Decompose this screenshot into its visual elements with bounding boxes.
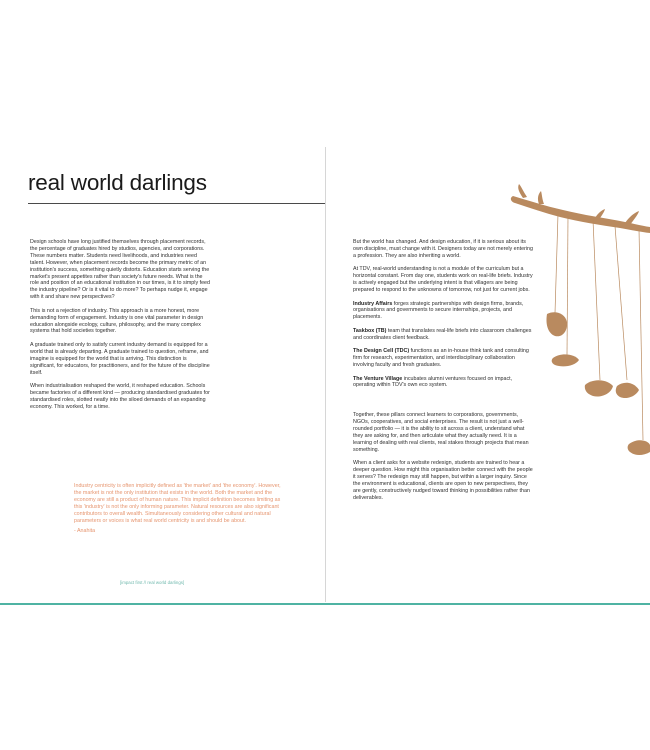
pillar-description: functions as an in-house think tank and consulting firm for research, experimentation, and interdisciplinary collaboration involving faculty and fresh graduates. <box>353 348 529 369</box>
pillar-name: Taskbox (TB) <box>353 327 387 334</box>
title-underline <box>28 203 325 204</box>
pillar-description: forges strategic partnerships with design firms, brands, organisations and governments to secure internships, projects, and placements. <box>353 300 524 321</box>
left-paragraph-2: This is not a rejection of industry. This approach is a more honest, more demanding form of engagement. Industry is one vital parameter in design education alongside ecology, culture, philosophy, and the many complex systems that hold societies together. <box>30 307 204 335</box>
left-paragraph-3: A graduate trained only to satisfy current industry demand is equipped for a world that is already departing. A graduate trained to question, reframe, and imagine is equipped for the world that is arriving. This distinction is significant, for educators, for practitioners, and for the future of the discipline itself. <box>30 341 210 376</box>
left-column <box>30 239 210 417</box>
right-paragraph-1: But the world has changed. And design education, if it is serious about its own discipline, must change with it. Designers today are not merely entering a profession. They are also inheriting a world. <box>353 239 533 259</box>
left-paragraph-4: When industrialisation reshaped the world, it reshaped education. Schools became factories of a different kind — producing standardised graduates for standardised roles, slotted neatly into the siloed demands of an expanding economy. This worked, for a time. <box>30 383 210 410</box>
left-paragraph-1: Design schools have long justified themselves through placement records, the percentage of graduates hired by studios, agencies, and corporations. These numbers matter. Students need livelihoods, and industries need talent. However, when placement records become the primary metric of an institution's success, something quietly distorts. Education starts serving the market's present appetites rather than society's future needs. What is the role and position of an educational institution in our times, is it to simply feed the industry pipeline? Or is it vital to do more? To perhaps nudge it, engage with it and share new perspectives? <box>30 239 211 301</box>
page-title: real world darlings <box>28 170 207 195</box>
bottom-rule <box>0 603 650 605</box>
pillar-name: The Design Cell (TDC) <box>353 348 410 355</box>
pull-quote-attribution: - Anahita <box>74 528 96 535</box>
right-paragraph-2: At TDV, real-world understanding is not a module of the curriculum but a horizontal constant. From day one, students work on real-life briefs. Industry is actively engaged but the underlying intent is that villagers are being prepared to respond to the unknowns of tomorrow, not just for current jobs. <box>353 266 533 294</box>
driftwood-mobile-illustration <box>505 180 650 530</box>
pillar-description: team that translates real-life briefs into classroom challenges and coordinates client feedback. <box>353 327 532 341</box>
pillar-name: The Venture Village <box>353 375 403 382</box>
page-folio: [impact first // real world darlings] <box>120 580 185 585</box>
page-gutter <box>325 147 326 602</box>
pull-quote-text: Industry centricity is often implicitly defined as 'the market' and 'the economy'. However, the market is not the only institution that exists in the world. Both the market and the economy are still a product of human nature. This implicit definition becomes limiting as this 'industry' is not the only informing parameter. Natural resources are also significant contributors to overall wealth. Simultaneously considering other cultural and natural parameters or voices is what real world centricity is and should be about. <box>74 483 281 524</box>
right-paragraph-4: When a client asks for a website redesign, students are trained to hear a deeper question. How might this organisation better connect with the people it serves? The redesign may still happen, but within a larger inquiry. Since the environment is educational, clients are open to new perspectives, they are gently, constructively nudged toward thinking in possibilities rather than deliverables. <box>353 460 533 501</box>
right-paragraph-3: Together, these pillars connect learners to corporations, governments, NGOs, cooperatives, and social enterprises. The result is not just a well-rounded portfolio — it is the ability to sit across a client, understand what they are asking for, and then articulate what they actually need. It is a learning of dealing with real clients, real stakes through projects that mean something. <box>353 412 529 453</box>
pull-quote <box>74 483 284 535</box>
pillar-description: incubates alumni ventures focused on impact, operating within TDV's own eco system. <box>353 375 513 389</box>
pillar-name: Industry Affairs <box>353 300 393 307</box>
